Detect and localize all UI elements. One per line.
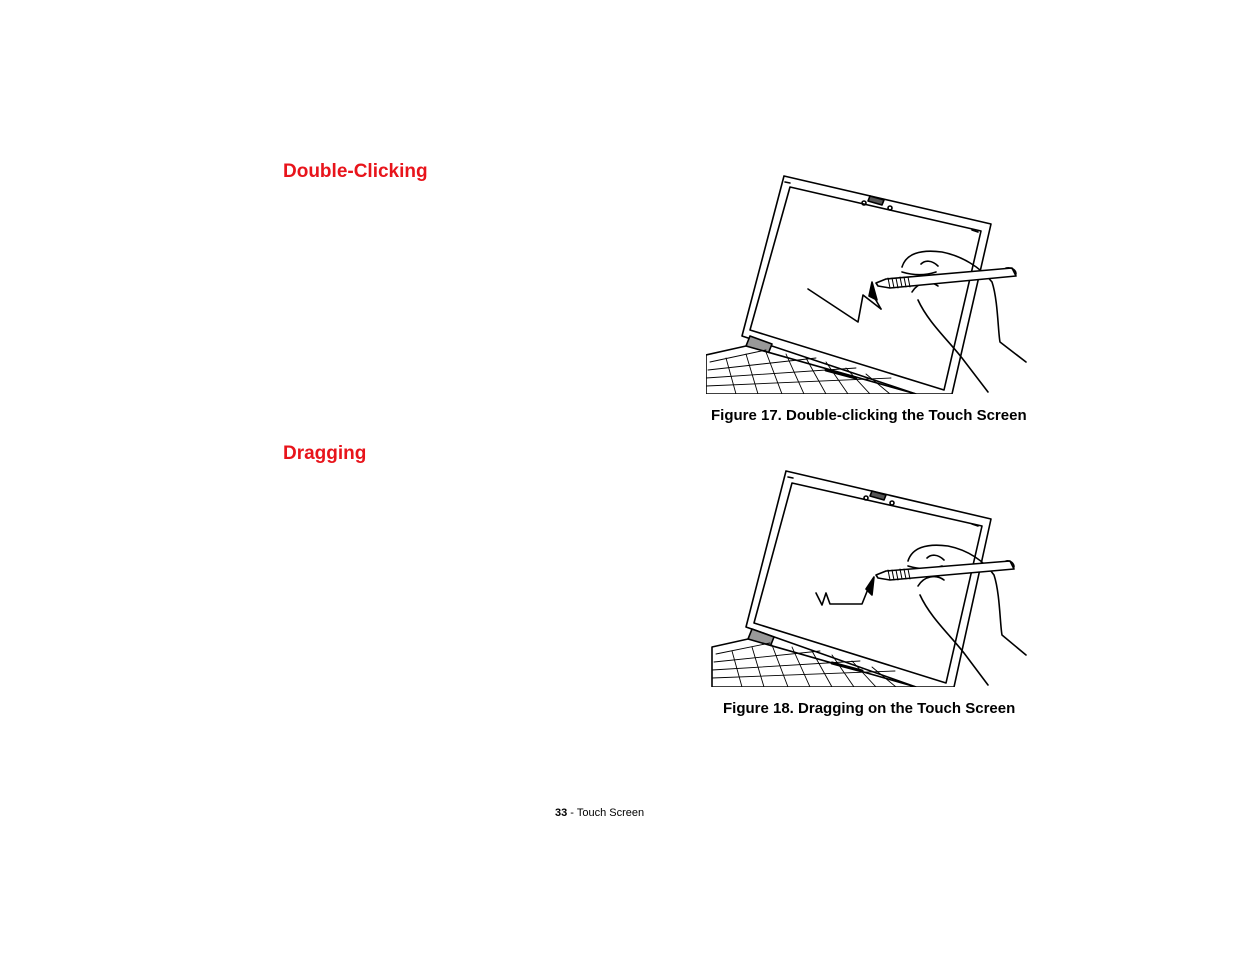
laptop-stylus-drag-illustration	[710, 469, 1040, 687]
figure-caption: Figure 18. Dragging on the Touch Screen	[723, 700, 1016, 717]
page-number: 33	[555, 807, 568, 819]
figure-double-click	[706, 172, 1036, 394]
laptop-stylus-double-click-illustration	[706, 172, 1036, 394]
figure-dragging	[710, 469, 1040, 687]
figure-caption: Figure 17. Double-clicking the Touch Screen	[711, 407, 1027, 424]
footer-separator: -	[567, 807, 577, 819]
section-heading-dragging: Dragging	[283, 443, 367, 464]
footer-section-title: Touch Screen	[576, 807, 645, 819]
section-heading-double-clicking: Double-Clicking	[283, 161, 428, 182]
page-footer	[555, 808, 644, 819]
